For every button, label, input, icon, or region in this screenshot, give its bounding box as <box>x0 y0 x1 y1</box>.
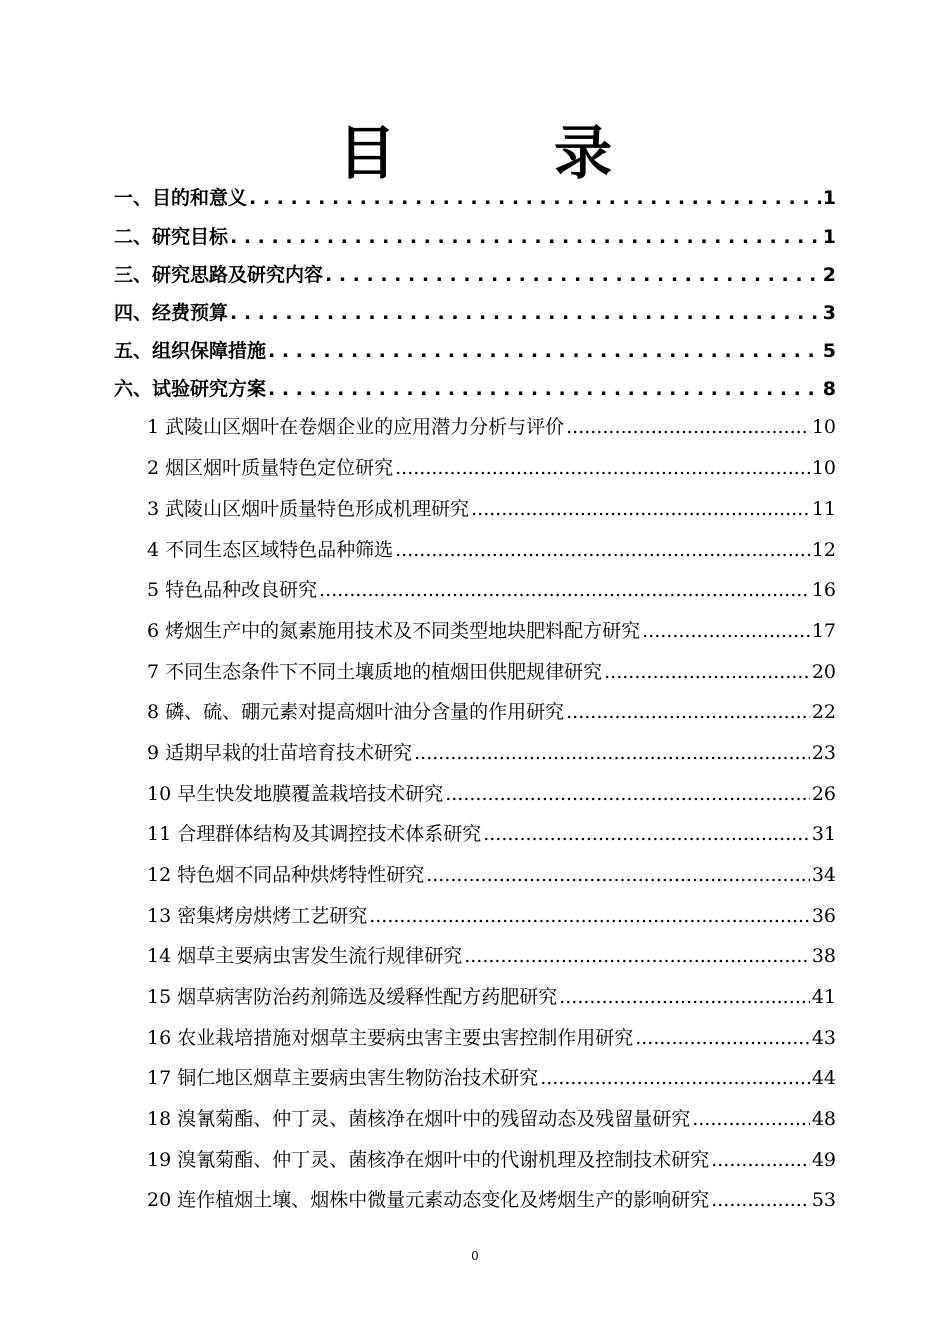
toc-subentry[interactable] <box>147 453 836 480</box>
toc-entry[interactable] <box>114 298 836 325</box>
toc-entry-page: 1 <box>822 226 836 248</box>
footer-page-number: 0 <box>471 1249 479 1263</box>
toc-leader-dots <box>566 701 810 723</box>
toc-leader-dots <box>540 1067 810 1089</box>
toc-leader-dots <box>268 378 821 400</box>
toc-subentry[interactable] <box>147 1145 836 1172</box>
toc-leader-dots <box>249 187 821 209</box>
toc-subentry-page: 16 <box>811 579 836 601</box>
toc-subentry[interactable] <box>147 982 836 1009</box>
toc-subentry-text: 11 合理群体结构及其调控技术体系研究 <box>147 823 482 845</box>
toc-subentry-text: 16 农业栽培措施对烟草主要病虫害主要虫害控制作用研究 <box>147 1027 634 1049</box>
toc-subentry[interactable] <box>147 1063 836 1090</box>
toc-subentry-page: 22 <box>811 701 836 723</box>
toc-subentry[interactable] <box>147 779 836 806</box>
toc-subentry-text: 6 烤烟生产中的氮素施用技术及不同类型地块肥料配方研究 <box>147 620 641 642</box>
toc-subentry-page: 38 <box>811 945 836 967</box>
toc-subentry-page: 53 <box>811 1189 836 1211</box>
toc-subentry-text: 13 密集烤房烘烤工艺研究 <box>147 905 368 927</box>
toc-leader-dots <box>395 457 810 479</box>
toc-subentry-page: 20 <box>811 661 836 683</box>
toc-subentry[interactable] <box>147 575 836 602</box>
toc-subentry[interactable] <box>147 819 836 846</box>
toc-subentry-text: 12 特色烟不同品种烘烤特性研究 <box>147 864 425 886</box>
toc-leader-dots <box>230 302 821 324</box>
toc-subentry[interactable] <box>147 697 836 724</box>
toc-entry-text: 三、研究思路及研究内容 <box>114 264 324 286</box>
toc-subentry-page: 48 <box>811 1108 836 1130</box>
toc-subentry-page: 11 <box>811 498 836 520</box>
toc-subentry-text: 14 烟草主要病虫害发生流行规律研究 <box>147 945 463 967</box>
toc-subentry-page: 23 <box>811 742 836 764</box>
toc-leader-dots <box>711 1149 810 1171</box>
toc-subentry[interactable] <box>147 412 836 439</box>
toc-subentry-text: 9 适期早栽的壮苗培育技术研究 <box>147 742 413 764</box>
toc-subentry-page: 31 <box>811 823 836 845</box>
toc-leader-dots <box>369 905 810 927</box>
toc-leader-dots <box>566 416 810 438</box>
toc-subentry-page: 49 <box>811 1149 836 1171</box>
toc-leader-dots <box>642 620 810 642</box>
toc-leader-dots <box>395 539 810 561</box>
toc-leader-dots <box>604 661 810 683</box>
toc-subentry-text: 3 武陵山区烟叶质量特色形成机理研究 <box>147 498 470 520</box>
toc-subentry-page: 10 <box>811 457 836 479</box>
toc-entry[interactable] <box>114 260 836 287</box>
toc-subentry-text: 18 溴氰菊酯、仲丁灵、菌核净在烟叶中的残留动态及残留量研究 <box>147 1108 691 1130</box>
toc-entry-text: 五、组织保障措施 <box>114 340 267 362</box>
toc-subentry[interactable] <box>147 1023 836 1050</box>
toc-subentry-text: 1 武陵山区烟叶在卷烟企业的应用潜力分析与评价 <box>147 416 565 438</box>
toc-entry-page: 1 <box>822 187 836 209</box>
toc-entry[interactable] <box>114 222 836 249</box>
toc-subentry[interactable] <box>147 616 836 643</box>
toc-subentry-page: 34 <box>811 864 836 886</box>
toc-entry-text: 一、目的和意义 <box>114 187 248 209</box>
toc-entry-page: 3 <box>822 302 836 324</box>
toc-subentry-page: 41 <box>811 986 836 1008</box>
toc-subentry-page: 17 <box>811 620 836 642</box>
toc-entry[interactable] <box>114 183 836 210</box>
toc-leader-dots <box>426 864 810 886</box>
toc-leader-dots <box>692 1108 810 1130</box>
toc-subentry-text: 2 烟区烟叶质量特色定位研究 <box>147 457 394 479</box>
toc-subentry[interactable] <box>147 1104 836 1131</box>
toc-subentry-page: 36 <box>811 905 836 927</box>
toc-leader-dots <box>711 1189 810 1211</box>
toc-subentry[interactable] <box>147 657 836 684</box>
toc-leader-dots <box>325 264 821 286</box>
toc-leader-dots <box>319 579 810 601</box>
toc-subentry[interactable] <box>147 1185 836 1212</box>
toc-subentry[interactable] <box>147 738 836 765</box>
toc-subentry-text: 4 不同生态区域特色品种筛选 <box>147 539 394 561</box>
toc-subentry-text: 15 烟草病害防治药剂筛选及缓释性配方药肥研究 <box>147 986 558 1008</box>
toc-entry-page: 8 <box>822 378 836 400</box>
toc-entry[interactable] <box>114 336 836 363</box>
toc-subentry-text: 5 特色品种改良研究 <box>147 579 318 601</box>
toc-subentry-page: 10 <box>811 416 836 438</box>
toc-leader-dots <box>559 986 810 1008</box>
toc-subentry-text: 7 不同生态条件下不同土壤质地的植烟田供肥规律研究 <box>147 661 603 683</box>
toc-subentry-page: 12 <box>811 539 836 561</box>
toc-subentry-page: 44 <box>811 1067 836 1089</box>
toc-subentry-text: 19 溴氰菊酯、仲丁灵、菌核净在烟叶中的代谢机理及控制技术研究 <box>147 1149 710 1171</box>
toc-entry-page: 2 <box>822 264 836 286</box>
toc-subentry-page: 26 <box>811 783 836 805</box>
toc-entry-text: 四、经费预算 <box>114 302 229 324</box>
toc-subentry-text: 10 早生快发地膜覆盖栽培技术研究 <box>147 783 444 805</box>
toc-leader-dots <box>414 742 810 764</box>
toc-entry-text: 二、研究目标 <box>114 226 229 248</box>
toc-entry-text: 六、试验研究方案 <box>114 378 267 400</box>
toc-leader-dots <box>230 226 821 248</box>
toc-title: 目 录 <box>337 119 662 187</box>
toc-leader-dots <box>268 340 821 362</box>
toc-subentry[interactable] <box>147 941 836 968</box>
toc-subentry-text: 8 磷、硫、硼元素对提高烟叶油分含量的作用研究 <box>147 701 565 723</box>
toc-subentry[interactable] <box>147 494 836 521</box>
toc-leader-dots <box>635 1027 810 1049</box>
toc-entry-page: 5 <box>822 340 836 362</box>
toc-leader-dots <box>445 783 810 805</box>
toc-leader-dots <box>464 945 810 967</box>
toc-leader-dots <box>483 823 810 845</box>
toc-subentry-text: 20 连作植烟土壤、烟株中微量元素动态变化及烤烟生产的影响研究 <box>147 1189 710 1211</box>
toc-entry[interactable] <box>114 374 836 401</box>
toc-subentry[interactable] <box>147 860 836 887</box>
toc-subentry-text: 17 铜仁地区烟草主要病虫害生物防治技术研究 <box>147 1067 539 1089</box>
toc-subentry[interactable] <box>147 535 836 562</box>
toc-leader-dots <box>471 498 810 520</box>
toc-subentry-page: 43 <box>811 1027 836 1049</box>
toc-subentry[interactable] <box>147 901 836 928</box>
